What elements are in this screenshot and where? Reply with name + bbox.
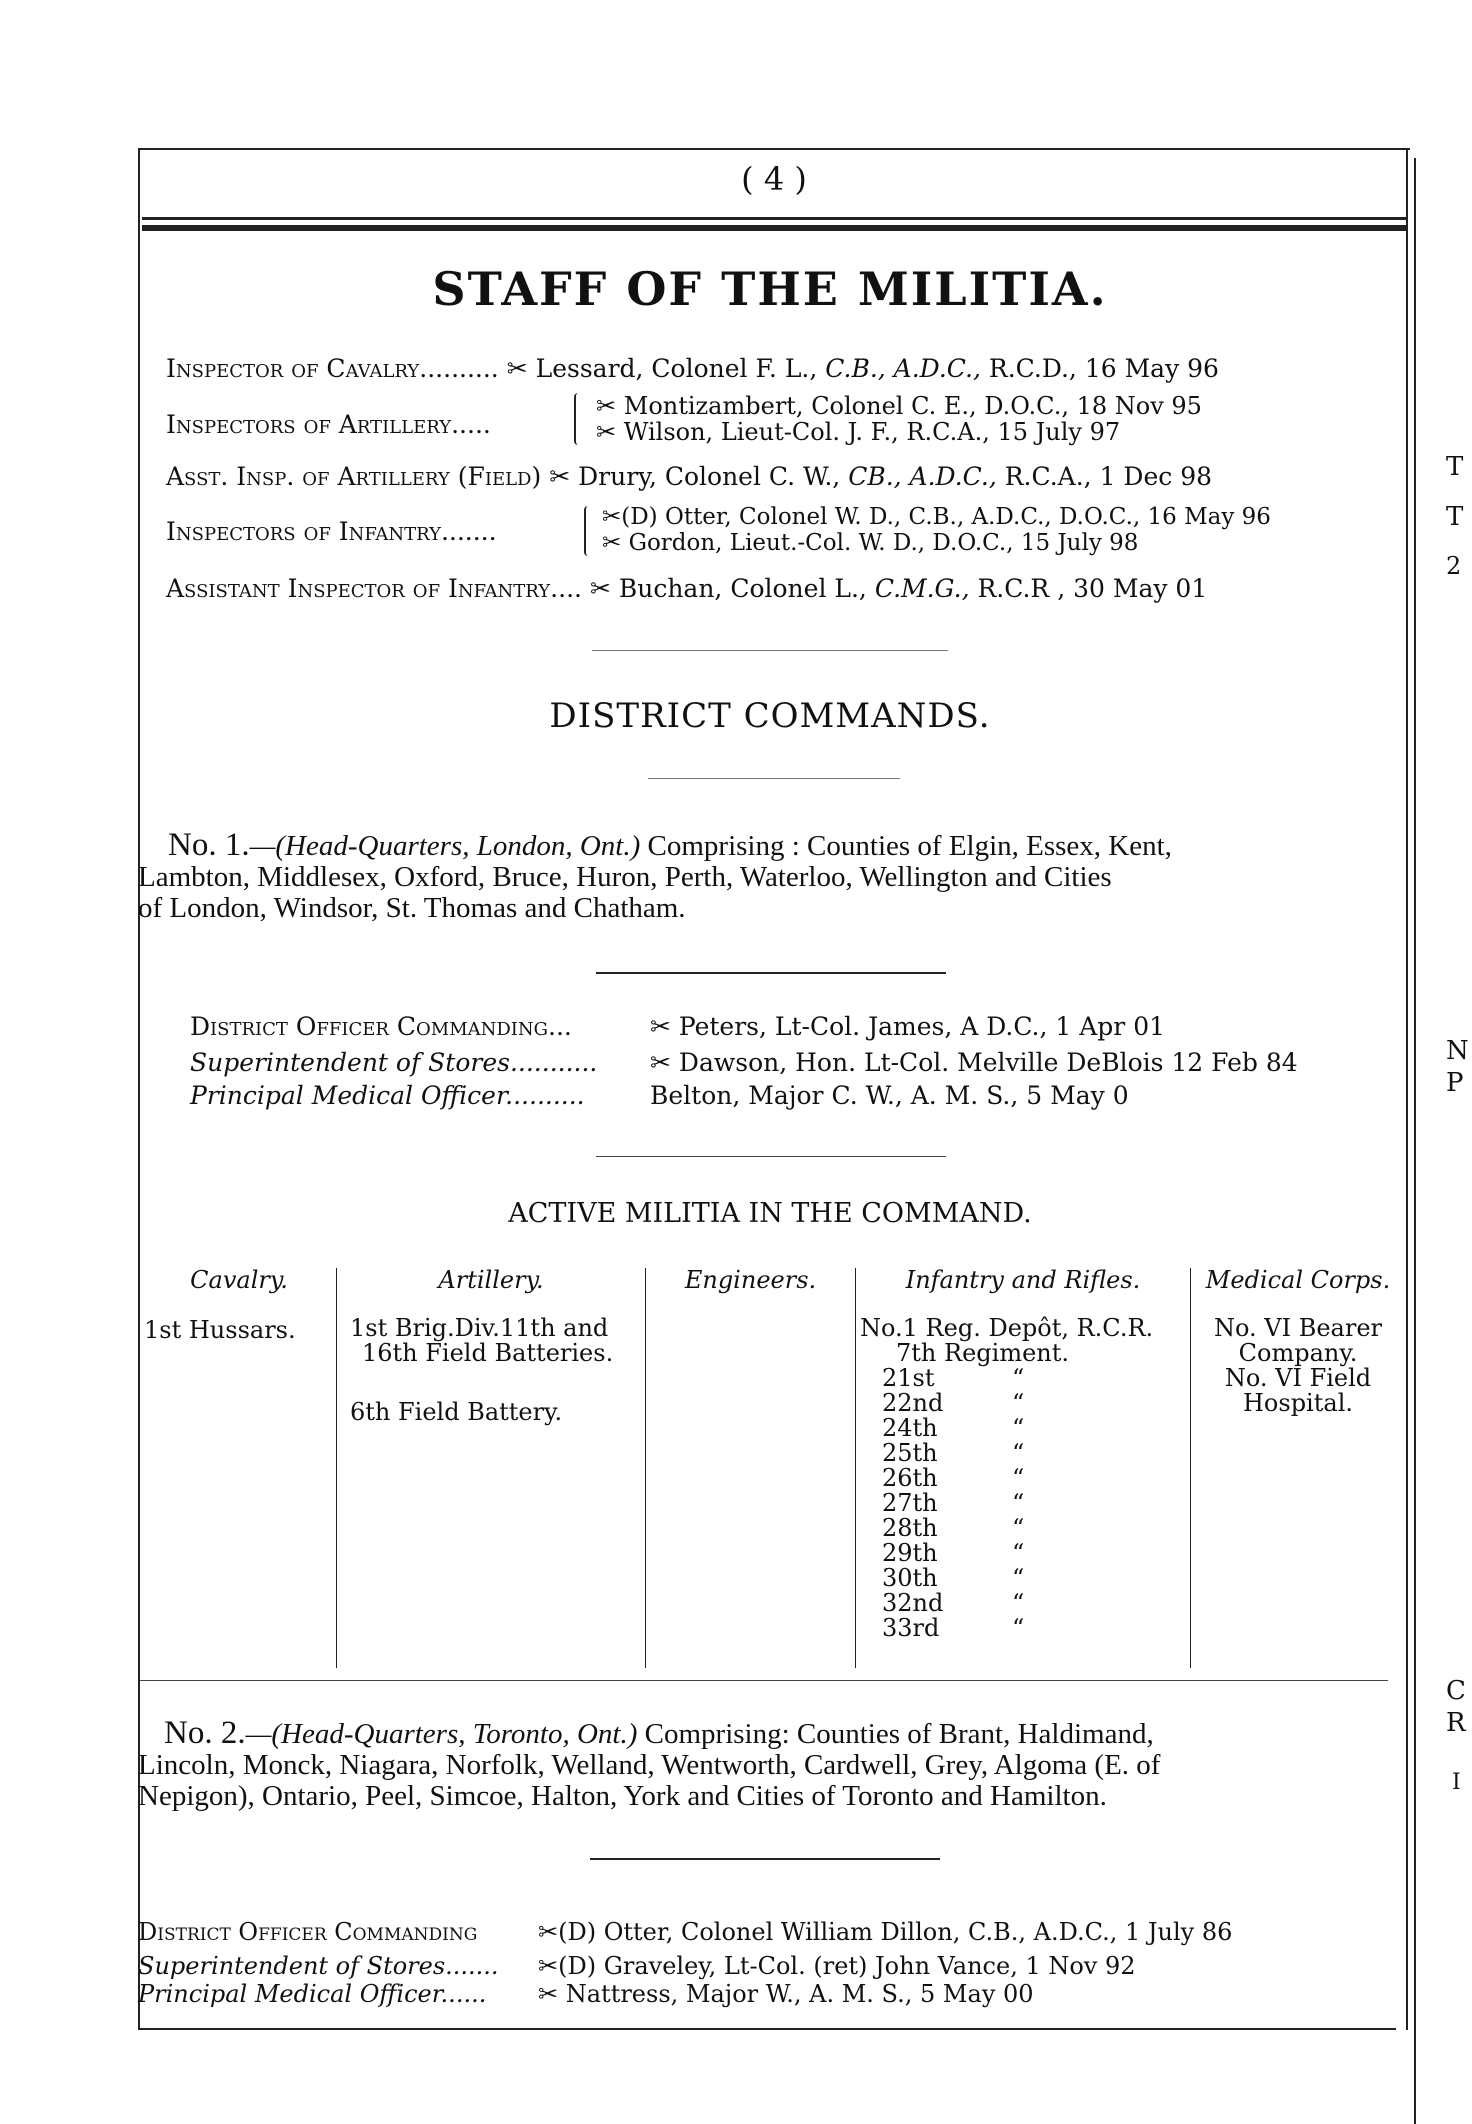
staff-entry-asst-artillery <box>166 462 1212 491</box>
staff-detail: R.C.A., 1 Dec 98 <box>996 462 1213 491</box>
district-headquarters: —(Head-Quarters, Toronto, Ont.) <box>245 1718 638 1750</box>
list-item: 32nd “ <box>882 1589 1025 1617</box>
staff-honours: C.M.G., <box>874 574 970 603</box>
officer-value: ✂ Peters, Lt-Col. James, A D.C., 1 Apr 01 <box>650 1012 1166 1041</box>
infantry-list <box>882 1366 1024 1641</box>
next-page-fragment: I <box>1452 1770 1461 1795</box>
officer-label: Principal Medical Officer.......... <box>190 1081 585 1110</box>
list-item: 33rd “ <box>882 1614 1025 1642</box>
artillery-line: 6th Field Battery. <box>350 1398 563 1426</box>
staff-name: Buchan, Colonel L., <box>618 574 875 603</box>
page-number: ( 4 ) <box>741 160 807 198</box>
next-page-fragment: T <box>1446 502 1464 532</box>
district-number: No. 1. <box>168 827 250 863</box>
staff-detail: R.C.D., 16 May 96 <box>980 354 1219 383</box>
officer-value: ✂ Dawson, Hon. Lt-Col. Melville DeBlois 12 Feb 84 <box>650 1048 1298 1077</box>
column-rule <box>645 1268 646 1668</box>
next-page-fragment: C <box>1446 1676 1466 1706</box>
section-heading: ACTIVE MILITIA IN THE COMMAND. <box>508 1198 1032 1229</box>
next-page-fragment: P <box>1446 1068 1464 1098</box>
column-rule <box>336 1268 337 1668</box>
table-cell-medical <box>1191 1316 1405 1416</box>
staff-entry-infantry <box>166 517 497 546</box>
district-2-description <box>138 1715 1402 1812</box>
staff-entry-cavalry <box>166 354 1219 383</box>
next-page-fragment: 2 <box>1446 552 1462 580</box>
divider <box>592 650 948 651</box>
header-thick-rule <box>142 225 1406 231</box>
divider <box>590 1858 940 1860</box>
staff-label: Inspectors of Artillery..... <box>166 410 491 439</box>
medical-line: Company. <box>1238 1339 1358 1367</box>
staff-line: ✂ Montizambert, Colonel C. E., D.O.C., 18 Nov 95 <box>596 392 1202 420</box>
staff-label: Assistant Inspector of Infantry.... <box>166 574 582 603</box>
table-cell-infantry <box>860 1316 1153 1366</box>
staff-line: ✂(D) Otter, Colonel W. D., C.B., A.D.C., D.O.C., 16 May 96 <box>602 504 1271 530</box>
list-item: 25th “ <box>882 1439 1025 1467</box>
list-item: 26th “ <box>882 1464 1025 1492</box>
officer-label: Principal Medical Officer...... <box>138 1980 487 2008</box>
table-cell-cavalry: 1st Hussars. <box>144 1316 296 1344</box>
infantry-line: No.1 Reg. Depôt, R.C.R. <box>860 1314 1154 1342</box>
staff-label: Inspector of Cavalry.......... <box>166 354 499 383</box>
staff-honours: C.B., A.D.C., <box>825 354 981 383</box>
district-1-description <box>138 827 1402 924</box>
divider <box>648 778 900 779</box>
header-double-rule <box>142 217 1406 220</box>
district-headquarters: —(Head-Quarters, London, Ont.) <box>249 830 641 862</box>
officer-label: District Officer Commanding <box>138 1918 478 1946</box>
district-line: Lambton, Middlesex, Oxford, Bruce, Huron, Perth, Waterloo, Wellington and Cities <box>138 861 1112 893</box>
district-line: Nepigon), Ontario, Peel, Simcoe, Halton, York and Cities of Toronto and Hamilton. <box>138 1780 1107 1812</box>
table-cell-artillery <box>350 1316 613 1425</box>
district-line: Lincoln, Monck, Niagara, Norfolk, Welland, Wentworth, Cardwell, Grey, Algoma (E. of <box>138 1749 1161 1781</box>
officer-label: Superintendent of Stores........... <box>190 1048 598 1077</box>
list-item: 24th “ <box>882 1414 1025 1442</box>
officer-row <box>190 1081 1129 1110</box>
column-rule <box>855 1268 856 1668</box>
officer-value: ✂(D) Otter, Colonel William Dillon, C.B., A.D.C., 1 July 86 <box>538 1918 1233 1946</box>
staff-label: Inspectors of Infantry....... <box>166 517 497 546</box>
list-item: 21st “ <box>882 1364 1025 1392</box>
list-item: 28th “ <box>882 1514 1025 1542</box>
table-header-engineers: Engineers. <box>684 1266 817 1294</box>
infantry-line: 7th Regiment. <box>896 1339 1070 1367</box>
officer-row <box>138 1952 1136 1980</box>
scissors-icon: ✂ <box>506 354 528 383</box>
artillery-line: 16th Field Batteries. <box>362 1339 614 1367</box>
divider <box>596 1156 946 1157</box>
right-rule <box>1406 150 1408 2030</box>
scissors-icon: ✂ <box>589 574 611 603</box>
district-line: Comprising : Counties of Elgin, Essex, Kent, <box>647 830 1172 862</box>
artillery-line: 1st Brig.Div.11th and <box>350 1314 609 1342</box>
list-item: 22nd “ <box>882 1389 1025 1417</box>
officer-row <box>138 1918 1232 1946</box>
next-page-fragment: T <box>1446 452 1464 482</box>
staff-detail: R.C.R , 30 May 01 <box>969 574 1208 603</box>
scissors-icon: ✂ <box>549 462 571 491</box>
section-heading: DISTRICT COMMANDS. <box>549 696 991 736</box>
table-header-infantry: Infantry and Rifles. <box>905 1266 1141 1294</box>
table-bottom-rule <box>140 1680 1388 1681</box>
officer-row <box>138 1980 1034 2008</box>
next-page-edge <box>1414 158 1416 2124</box>
officer-value: ✂(D) Graveley, Lt-Col. (ret) John Vance, 1 Nov 92 <box>538 1952 1136 1980</box>
divider <box>596 972 946 974</box>
officer-label: Superintendent of Stores....... <box>138 1952 499 1980</box>
officer-value: Belton, Major C. W., A. M. S., 5 May 0 <box>650 1081 1129 1110</box>
staff-name: Drury, Colonel C. W., <box>578 462 849 491</box>
top-rule <box>138 148 1410 150</box>
medical-line: Hospital. <box>1243 1389 1353 1417</box>
table-header-artillery: Artillery. <box>438 1266 544 1294</box>
medical-line: No. VI Bearer <box>1213 1314 1383 1342</box>
staff-label: Asst. Insp. of Artillery (Field) <box>166 462 542 491</box>
staff-line: ✂ Gordon, Lieut.-Col. W. D., D.O.C., 15 July 98 <box>602 530 1139 556</box>
district-line: Comprising: Counties of Brant, Haldimand, <box>644 1718 1154 1750</box>
staff-name: Lessard, Colonel F. L., <box>535 354 826 383</box>
page-title: STAFF OF THE MILITIA. <box>432 262 1108 316</box>
list-item: 30th “ <box>882 1564 1025 1592</box>
staff-line: ✂ Wilson, Lieut-Col. J. F., R.C.A., 15 July 97 <box>596 418 1121 446</box>
medical-line: No. VI Field <box>1224 1364 1372 1392</box>
officer-row <box>190 1048 1298 1077</box>
next-page-fragment: R <box>1446 1708 1466 1738</box>
bottom-rule <box>138 2028 1396 2030</box>
table-header-cavalry: Cavalry. <box>190 1266 288 1294</box>
staff-honours: CB., A.D.C., <box>848 462 997 491</box>
brace <box>574 393 582 445</box>
staff-entry-asst-infantry <box>166 574 1207 603</box>
district-line: of London, Windsor, St. Thomas and Chatham. <box>138 892 686 924</box>
officer-row <box>190 1012 1165 1041</box>
list-item: 27th “ <box>882 1489 1025 1517</box>
staff-entry-artillery <box>166 397 491 439</box>
officer-value: ✂ Nattress, Major W., A. M. S., 5 May 00 <box>538 1980 1034 2008</box>
table-header-medical: Medical Corps. <box>1205 1266 1391 1294</box>
district-number: No. 2. <box>164 1715 246 1751</box>
brace <box>584 506 592 556</box>
next-page-fragment: N <box>1446 1036 1469 1066</box>
list-item: 29th “ <box>882 1539 1025 1567</box>
officer-label: District Officer Commanding... <box>190 1012 572 1041</box>
